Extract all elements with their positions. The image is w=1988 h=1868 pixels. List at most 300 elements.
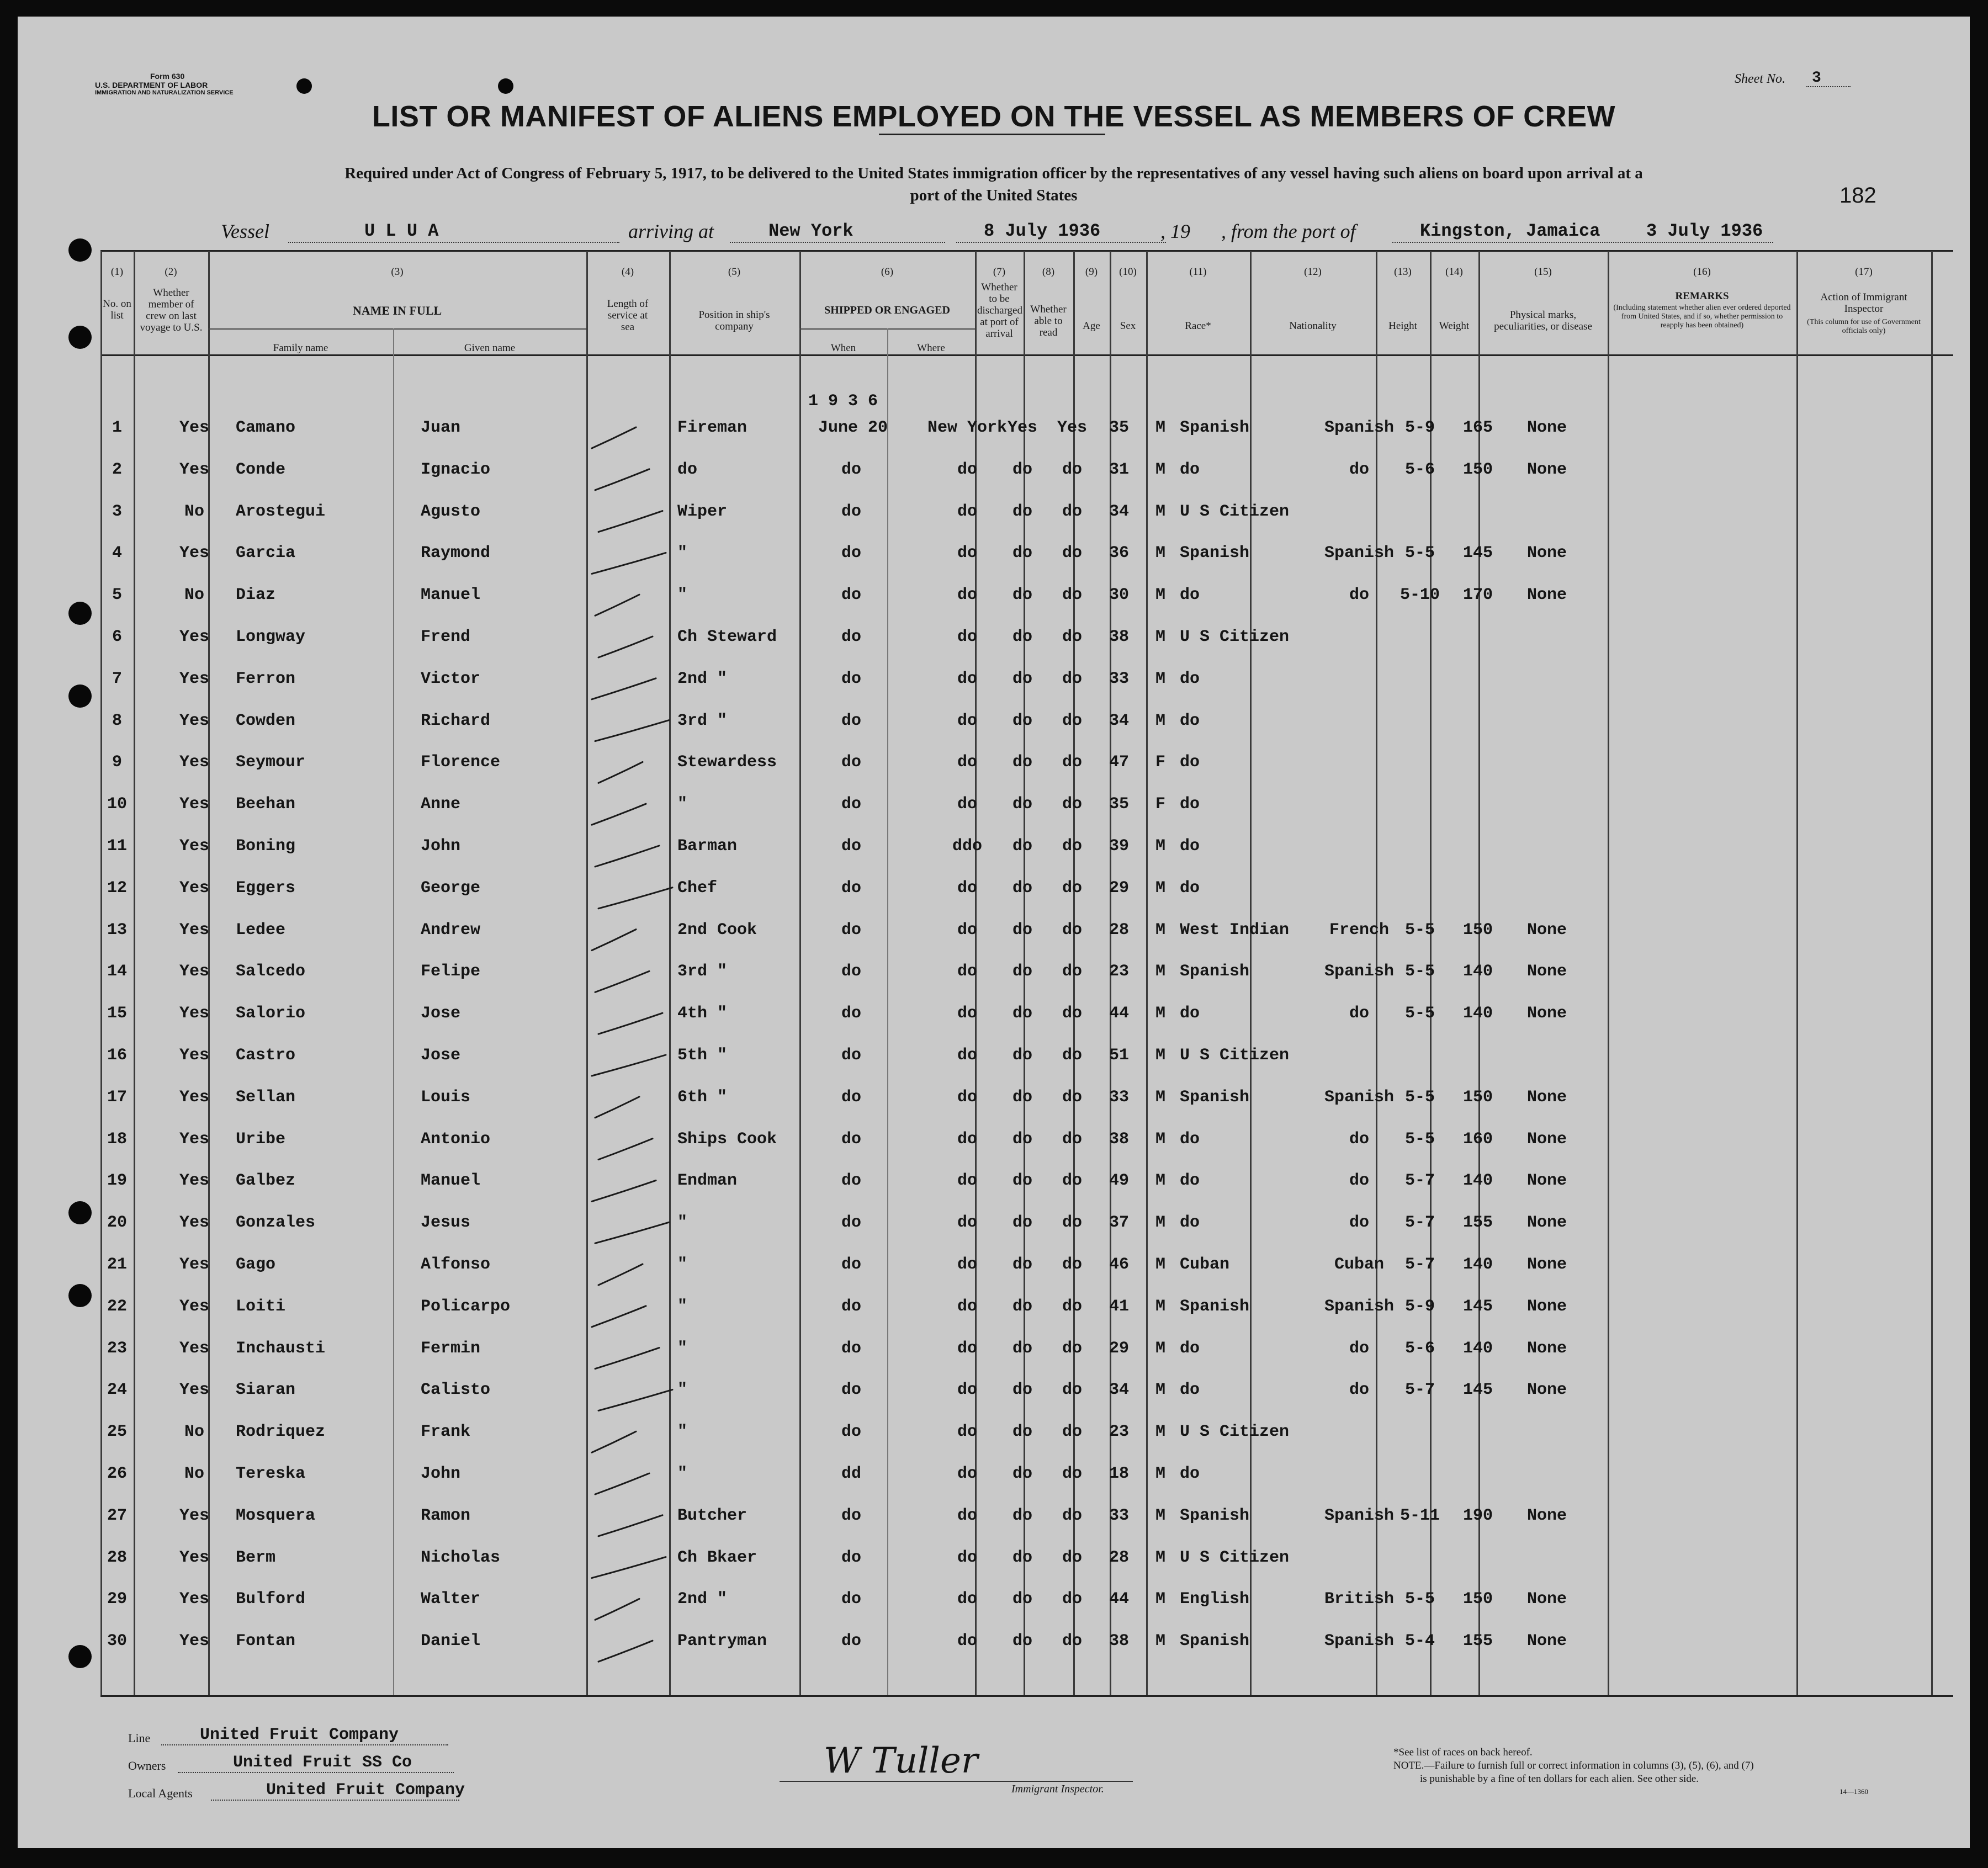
position: Stewardess	[677, 753, 777, 772]
service-slash-mark	[598, 1264, 643, 1285]
sex: M	[1155, 1171, 1165, 1191]
vessel-line	[288, 242, 619, 243]
row-number: 28	[107, 1548, 127, 1567]
family-name: Inchausti	[236, 1339, 326, 1358]
discharged: do	[1012, 1171, 1032, 1191]
weight: 145	[1462, 544, 1493, 563]
position: Pantryman	[677, 1632, 767, 1651]
able-to-read: do	[1062, 628, 1082, 646]
discharged: do	[1012, 1087, 1032, 1107]
punch-hole	[498, 78, 513, 94]
age: 41	[1109, 1297, 1129, 1316]
shipped-when: do	[841, 1004, 861, 1023]
physical-marks: None	[1526, 1171, 1567, 1191]
age: 29	[1109, 1339, 1129, 1358]
arriving-label: arriving at	[628, 220, 714, 242]
sheet-label: Sheet No.	[1735, 72, 1785, 86]
shipped-where: do	[957, 1590, 977, 1609]
weight: 155	[1462, 1632, 1493, 1651]
shipped-where: ddo	[952, 837, 982, 856]
service-slash-mark	[598, 636, 653, 657]
family-name: Gonzales	[236, 1213, 316, 1233]
col-3-num: (3)	[391, 266, 404, 278]
age: 35	[1109, 795, 1129, 814]
weight: 145	[1462, 1381, 1493, 1400]
shipped-where: do	[957, 502, 977, 521]
discharged: Yes	[1007, 418, 1037, 437]
family-name: Seymour	[236, 753, 306, 772]
position: "	[677, 1339, 688, 1358]
able-to-read: do	[1062, 1255, 1082, 1274]
member-last-voyage: Yes	[179, 1632, 209, 1651]
able-to-read: do	[1062, 711, 1082, 730]
arrival-date: 8 July 1936	[984, 221, 1101, 241]
able-to-read: do	[1062, 502, 1082, 521]
age: 38	[1109, 628, 1129, 646]
weight: 155	[1462, 1213, 1493, 1233]
shipped-where: do	[957, 1255, 977, 1274]
crew-row	[18, 753, 1970, 792]
able-to-read: do	[1062, 1129, 1082, 1149]
sex: M	[1155, 544, 1165, 563]
position: 2nd Cook	[677, 920, 757, 940]
race: U S Citizen	[1180, 1046, 1290, 1065]
col-17-header: Action of Immigrant Inspector	[1820, 291, 1907, 315]
physical-marks: None	[1526, 1004, 1567, 1023]
col-11-num: (11)	[1189, 266, 1207, 278]
member-last-voyage: Yes	[179, 1004, 209, 1023]
row-number: 9	[112, 753, 122, 772]
position: Fireman	[677, 418, 748, 437]
shipped-when: do	[841, 1297, 861, 1316]
position: "	[677, 1381, 688, 1400]
position: "	[677, 1213, 688, 1233]
row-number: 24	[107, 1381, 127, 1400]
able-to-read: do	[1062, 962, 1082, 981]
weight: 140	[1462, 962, 1493, 981]
family-name: Diaz	[236, 586, 276, 605]
given-name: Jose	[421, 1046, 461, 1065]
race: do	[1180, 1381, 1200, 1400]
sex: M	[1155, 1632, 1165, 1651]
service-slash-mark	[592, 930, 636, 951]
race: do	[1180, 1339, 1200, 1358]
family-name: Uribe	[236, 1129, 286, 1149]
position: 5th "	[677, 1046, 728, 1065]
col-1-header: No. on list	[103, 298, 131, 321]
sex: M	[1155, 669, 1165, 688]
physical-marks: None	[1526, 920, 1567, 940]
age: 33	[1109, 1506, 1129, 1525]
position: Barman	[677, 837, 738, 856]
service-slash-mark	[598, 888, 672, 909]
manifest-footer	[18, 1683, 1970, 1848]
col-6-where: Where	[917, 342, 945, 354]
discharged: do	[1012, 1548, 1032, 1567]
service-slash-mark	[595, 846, 659, 867]
discharged: do	[1012, 628, 1032, 646]
discharged: do	[1012, 1046, 1032, 1065]
shipped-when: do	[841, 1213, 861, 1233]
row-number: 10	[107, 795, 127, 814]
age: 47	[1109, 753, 1129, 772]
crew-row	[18, 1590, 1970, 1628]
form-code: 14—1360	[1839, 1787, 1868, 1796]
col-13-header: Height	[1388, 320, 1417, 332]
height: 5-5	[1404, 962, 1435, 981]
race: Spanish	[1180, 544, 1250, 563]
col-9-num: (9)	[1085, 266, 1098, 278]
height: 5-9	[1404, 418, 1435, 437]
physical-marks: None	[1526, 586, 1567, 605]
punch-hole	[296, 78, 312, 94]
sex: M	[1155, 586, 1165, 605]
sex: M	[1155, 502, 1165, 521]
shipped-when: do	[841, 1548, 861, 1567]
discharged: do	[1012, 1590, 1032, 1609]
height: 5-5	[1404, 544, 1435, 563]
member-last-voyage: No	[184, 1464, 204, 1483]
crew-row	[18, 1632, 1970, 1670]
member-last-voyage: No	[184, 502, 204, 521]
row-number: 30	[107, 1632, 127, 1651]
age: 28	[1109, 920, 1129, 940]
discharged: do	[1012, 753, 1032, 772]
family-name: Cowden	[236, 711, 296, 730]
col-2-header: Whether member of crew on last voyage to U.S.	[140, 287, 203, 333]
service-slash-mark	[595, 1599, 639, 1620]
physical-marks: None	[1526, 1129, 1567, 1149]
age: 35	[1109, 418, 1129, 437]
crew-row	[18, 962, 1970, 1001]
family-name: Gago	[236, 1255, 276, 1274]
given-name: Manuel	[421, 1171, 481, 1191]
member-last-voyage: Yes	[179, 711, 209, 730]
given-name: Juan	[421, 418, 461, 437]
race: Spanish	[1180, 962, 1250, 981]
col-1-num: (1)	[110, 266, 124, 278]
sex: M	[1155, 418, 1165, 437]
member-last-voyage: Yes	[179, 1548, 209, 1567]
race-note: *See list of races on back hereof.	[1393, 1747, 1533, 1758]
shipped-where: New York	[927, 418, 1008, 437]
member-last-voyage: Yes	[179, 920, 209, 940]
crew-row	[18, 1464, 1970, 1503]
weight: 150	[1462, 460, 1493, 479]
height: 5-5	[1404, 1087, 1435, 1107]
race: U S Citizen	[1180, 1548, 1290, 1567]
sex: M	[1155, 1255, 1165, 1274]
given-name: John	[421, 1464, 461, 1483]
weight: 140	[1462, 1004, 1493, 1023]
position: "	[677, 1255, 688, 1274]
race: do	[1180, 1129, 1200, 1149]
subtitle-line-2: port of the United States	[910, 187, 1078, 204]
col-5-num: (5)	[728, 266, 741, 278]
given-name: Agusto	[421, 502, 481, 521]
crew-row	[18, 837, 1970, 875]
position: "	[677, 1423, 688, 1442]
age: 34	[1109, 1381, 1129, 1400]
form-number: Form 630	[150, 72, 185, 81]
sex: M	[1155, 1129, 1165, 1149]
position: 2nd "	[677, 669, 728, 688]
position: 6th "	[677, 1087, 728, 1107]
position: "	[677, 1464, 688, 1483]
age: 46	[1109, 1255, 1129, 1274]
age: 37	[1109, 1213, 1129, 1233]
height: 5-5	[1404, 1129, 1435, 1149]
discharged: do	[1012, 1464, 1032, 1483]
department-name: U.S. DEPARTMENT OF LABOR	[95, 81, 208, 89]
shipped-when: do	[841, 920, 861, 940]
shipped-when: do	[841, 1632, 861, 1651]
nationality: Spanish	[1324, 1506, 1395, 1525]
shipped-where: do	[957, 1381, 977, 1400]
given-name: Walter	[421, 1590, 481, 1609]
height: 5-9	[1404, 1297, 1435, 1316]
row-number: 3	[112, 502, 122, 521]
family-name: Eggers	[236, 878, 296, 898]
discharged: do	[1012, 1297, 1032, 1316]
arrival-port-line	[730, 242, 945, 243]
penalty-note-cont: is punishable by a fine of ten dollars for each alien. See other side.	[1420, 1773, 1699, 1785]
member-last-voyage: Yes	[179, 1087, 209, 1107]
col-4-num: (4)	[621, 266, 634, 278]
height: 5-11	[1399, 1506, 1440, 1525]
col-6-when: When	[830, 342, 856, 354]
service-marks	[586, 359, 763, 1695]
family-name: Sellan	[236, 1087, 296, 1107]
sex: M	[1155, 878, 1165, 898]
shipped-where: do	[957, 1632, 977, 1651]
service-slash-mark	[598, 1515, 662, 1536]
able-to-read: do	[1062, 1381, 1082, 1400]
shipped-where: do	[957, 1339, 977, 1358]
race: Cuban	[1180, 1255, 1230, 1274]
service-slash-mark	[592, 1306, 646, 1327]
position: "	[677, 1297, 688, 1316]
col-2-num: (2)	[165, 266, 177, 278]
col-10-num: (10)	[1119, 266, 1137, 278]
member-last-voyage: Yes	[179, 795, 209, 814]
family-name: Conde	[236, 460, 286, 479]
member-last-voyage: Yes	[179, 753, 209, 772]
able-to-read: Yes	[1057, 418, 1087, 437]
sex: M	[1155, 1506, 1165, 1525]
given-name: Richard	[421, 711, 491, 730]
able-to-read: do	[1062, 795, 1082, 814]
height: 5-4	[1404, 1632, 1435, 1651]
shipped-where: do	[957, 878, 977, 898]
able-to-read: do	[1062, 1087, 1082, 1107]
shipped-when: do	[841, 837, 861, 856]
race: Spanish	[1180, 1506, 1250, 1525]
manifest-sheet	[18, 17, 1970, 1848]
discharged: do	[1012, 586, 1032, 605]
age: 33	[1109, 1087, 1129, 1107]
position: 3rd "	[677, 711, 728, 730]
col-4-header: Length of service at sea	[607, 298, 649, 333]
given-name: Frend	[421, 628, 471, 646]
service-slash-mark	[592, 1180, 656, 1201]
shipped-when: do	[841, 502, 861, 521]
family-name: Fontan	[236, 1632, 296, 1651]
position: 3rd "	[677, 962, 728, 981]
height: 5-7	[1404, 1255, 1435, 1274]
shipped-when: do	[841, 711, 861, 730]
shipped-when: do	[841, 586, 861, 605]
given-name: Policarpo	[421, 1297, 511, 1316]
sex: M	[1155, 628, 1165, 646]
discharged: do	[1012, 1213, 1032, 1233]
penalty-note: NOTE.—Failure to furnish full or correct information in columns (3), (5), (6), and (7)	[1393, 1760, 1754, 1771]
discharged: do	[1012, 1632, 1032, 1651]
physical-marks: None	[1526, 1297, 1567, 1316]
sex: M	[1155, 962, 1165, 981]
age: 44	[1109, 1590, 1129, 1609]
punch-hole	[68, 238, 92, 262]
given-name: Raymond	[421, 544, 491, 563]
crew-row	[18, 670, 1970, 708]
physical-marks: None	[1526, 460, 1567, 479]
weight: 170	[1462, 586, 1493, 605]
sex: M	[1155, 1213, 1165, 1233]
race: do	[1180, 1004, 1200, 1023]
family-name: Boning	[236, 837, 296, 856]
col-16-subheader: (Including statement whether alien ever ordered deported from United States, and if so, whether permission to reapply has been obtained)	[1613, 304, 1791, 330]
able-to-read: do	[1062, 669, 1082, 688]
shipped-where: do	[957, 586, 977, 605]
row-number: 8	[112, 711, 122, 730]
crew-row	[18, 921, 1970, 959]
family-name: Bulford	[236, 1590, 306, 1609]
row-number: 20	[107, 1213, 127, 1233]
height: 5-7	[1404, 1171, 1435, 1191]
nationality: Spanish	[1324, 1297, 1395, 1316]
member-last-voyage: Yes	[179, 1506, 209, 1525]
age: 39	[1109, 837, 1129, 856]
arrival-port: New York	[768, 221, 853, 241]
inspector-label: Immigrant Inspector.	[1011, 1783, 1104, 1795]
position: Chef	[677, 878, 718, 898]
race: do	[1180, 795, 1200, 814]
physical-marks: None	[1526, 544, 1567, 563]
race: Spanish	[1180, 1297, 1250, 1316]
shipped-when: do	[841, 795, 861, 814]
given-name: Antonio	[421, 1129, 491, 1149]
race: do	[1180, 753, 1200, 772]
crew-row	[18, 418, 1970, 457]
col-14-header: Weight	[1439, 320, 1470, 332]
age: 44	[1109, 1004, 1129, 1023]
nationality: Spanish	[1324, 1632, 1395, 1651]
shipped-when: do	[841, 1381, 861, 1400]
family-name: Galbez	[236, 1171, 296, 1191]
shipped-where: do	[957, 1297, 977, 1316]
weight: 140	[1462, 1171, 1493, 1191]
weight: 160	[1462, 1129, 1493, 1149]
shipped-when: do	[841, 669, 861, 688]
nationality: Spanish	[1324, 1087, 1395, 1107]
col-16-num: (16)	[1693, 266, 1711, 278]
given-name: Nicholas	[421, 1548, 501, 1567]
age: 33	[1109, 669, 1129, 688]
given-name: Fermin	[421, 1339, 481, 1358]
row-number: 19	[107, 1171, 127, 1191]
service-slash-mark	[592, 804, 646, 825]
physical-marks: None	[1526, 1087, 1567, 1107]
race: do	[1180, 586, 1200, 605]
race: do	[1180, 1171, 1200, 1191]
member-last-voyage: Yes	[179, 1255, 209, 1274]
member-last-voyage: Yes	[179, 1213, 209, 1233]
shipped-when: do	[841, 460, 861, 479]
weight: 140	[1462, 1255, 1493, 1274]
row-number: 18	[107, 1129, 127, 1149]
age: 38	[1109, 1129, 1129, 1149]
discharged: do	[1012, 962, 1032, 981]
inspector-signature: W Tuller	[824, 1740, 978, 1781]
row-number: 12	[107, 878, 127, 898]
crew-row	[18, 1004, 1970, 1043]
nationality: British	[1324, 1590, 1395, 1609]
shipped-where: do	[957, 753, 977, 772]
height: 5-5	[1404, 1004, 1435, 1023]
crew-row	[18, 1506, 1970, 1545]
physical-marks: None	[1526, 1339, 1567, 1358]
age: 28	[1109, 1548, 1129, 1567]
sex: M	[1155, 1046, 1165, 1065]
row-number: 13	[107, 920, 127, 940]
family-name: Camano	[236, 418, 296, 437]
departure-line	[1392, 242, 1773, 243]
race: Spanish	[1180, 1632, 1250, 1651]
service-slash-mark	[592, 553, 666, 574]
crew-row	[18, 544, 1970, 582]
weight: 145	[1462, 1297, 1493, 1316]
crew-row	[18, 1255, 1970, 1294]
col-15-header: Physical marks, peculiarities, or disease	[1494, 309, 1592, 332]
given-name: Frank	[421, 1423, 471, 1442]
title-rule	[879, 134, 1105, 135]
row-number: 26	[107, 1464, 127, 1483]
nationality: Spanish	[1324, 418, 1395, 437]
col-8-header: Whether able to read	[1030, 304, 1067, 338]
row-number: 23	[107, 1339, 127, 1358]
sex: M	[1155, 1087, 1165, 1107]
family-name: Beehan	[236, 795, 296, 814]
family-name: Berm	[236, 1548, 276, 1567]
race: do	[1180, 878, 1200, 898]
race: U S Citizen	[1180, 1423, 1290, 1442]
service-slash-mark	[592, 678, 656, 699]
weight: 150	[1462, 920, 1493, 940]
sheet-number: 3	[1812, 70, 1821, 87]
able-to-read: do	[1062, 1423, 1082, 1442]
family-name: Salorio	[236, 1004, 306, 1023]
row-number: 4	[112, 544, 122, 563]
service-slash-mark	[598, 762, 643, 783]
discharged: do	[1012, 1506, 1032, 1525]
sex: M	[1155, 1004, 1165, 1023]
service-slash-mark	[598, 511, 662, 532]
given-name: Jesus	[421, 1213, 471, 1233]
able-to-read: do	[1062, 753, 1082, 772]
family-name: Arostegui	[236, 502, 326, 521]
line-underline	[161, 1744, 448, 1745]
sheet-number-line	[1806, 86, 1851, 87]
